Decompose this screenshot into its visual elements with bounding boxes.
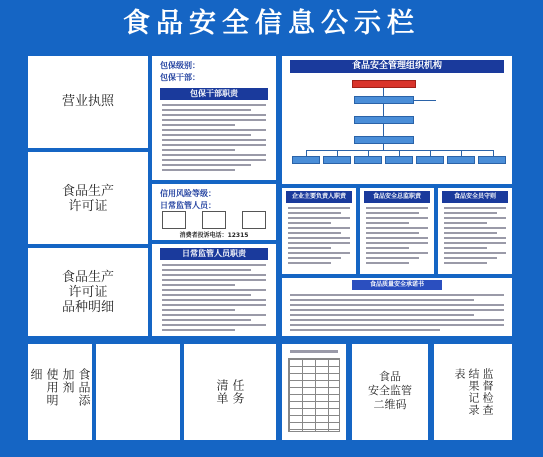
business-license-label: 营业执照 [61,94,114,109]
business-license-panel [28,56,148,148]
safety-director-duties-title: 食品安全总监职责 [364,191,430,203]
production-license-panel [28,152,148,244]
safety-director-duties-text [366,207,428,267]
qr-code-panel [352,344,428,440]
record-form-panel [282,344,346,440]
product-list-panel [28,248,148,336]
supervisor-duties-panel [152,244,276,336]
org-chart-diagram [282,56,512,184]
safety-officer-rules-panel [438,188,512,274]
guarantee-level-label: 包保级别： [160,61,200,70]
supervisor-label: 日常监管人员： [160,201,216,210]
task-list-panel [184,344,276,440]
guarantee-duties-title: 包保干部职责 [160,88,268,100]
chief-officer-duties-panel [282,188,356,274]
guarantee-duties-panel [152,56,276,180]
additives-panel [28,344,92,440]
complaint-hotline: 消费者投诉电话：12315 [179,232,249,239]
commitment-panel [282,278,512,336]
photo-frame-2 [202,211,226,229]
inspection-panel [434,344,512,440]
production-license-label: 食品生产 许可证 [61,184,114,214]
task-list-label: 任务 清单 [215,379,245,405]
org-chart-panel [282,56,512,184]
commitment-title: 食品质量安全承诺书 [352,280,442,290]
inspection-label: 监督检查 结果记录表 [453,368,494,416]
photo-frame-3 [242,211,266,229]
product-list-label: 食品生产 许可证 品种明细 [61,270,114,315]
qr-code-label: 食品 安全监管 二维码 [368,370,412,411]
record-form-header [290,350,338,353]
blank-panel [96,344,180,440]
chief-officer-duties-title: 企业主要负责人职责 [286,191,352,203]
supervisor-duties-title: 日常监管人员职责 [160,248,268,260]
photo-frame-1 [162,211,186,229]
chief-officer-duties-text [288,207,350,267]
risk-level-label: 信用风险等级： [160,189,216,198]
safety-officer-rules-title: 食品安全员守则 [442,191,508,203]
risk-info-panel [152,184,276,240]
board-title: 食品安全信息公示栏 [123,8,420,39]
safety-officer-rules-text [444,207,506,267]
supervisor-duties-text [162,264,266,334]
record-form-grid [288,358,340,432]
commitment-text [290,294,504,334]
org-chart-title: 食品安全管理组织机构 [290,60,504,73]
additives-label: 食品添加剂 使用明细 [29,368,91,407]
safety-director-duties-panel [360,188,434,274]
guarantee-cadre-label: 包保干部： [160,73,200,82]
guarantee-duties-text [162,104,266,174]
